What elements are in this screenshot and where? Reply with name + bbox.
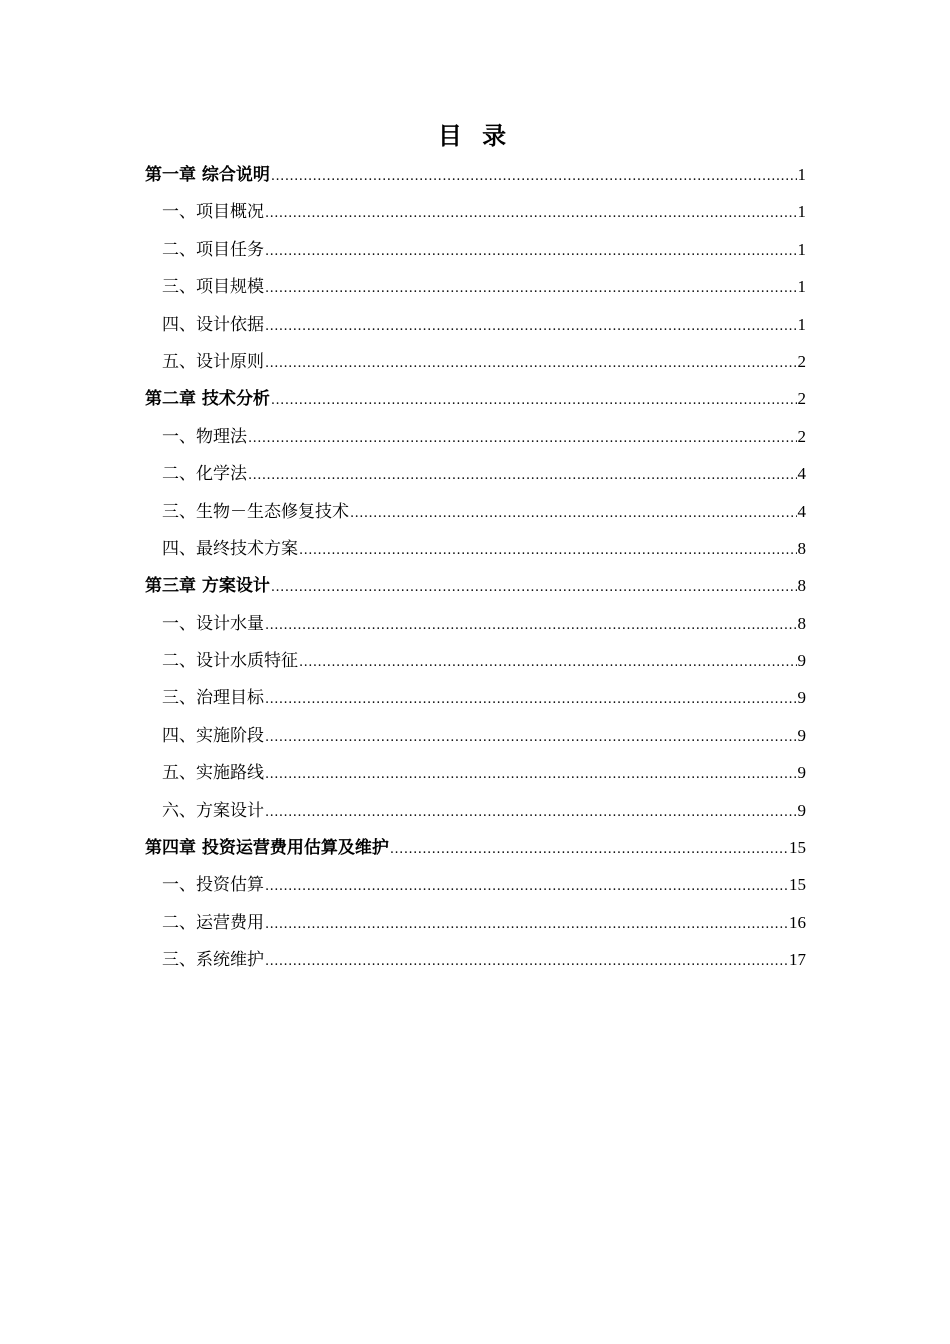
toc-page-number: 9	[797, 800, 806, 820]
toc-section-entry[interactable]	[145, 231, 806, 268]
toc-entry-label: 第一章 综合说明	[145, 165, 270, 185]
toc-page-number: 9	[797, 651, 806, 671]
toc-dot-leader	[271, 158, 797, 195]
toc-dot-leader	[265, 345, 797, 382]
toc-entry-label: 第二章 技术分析	[145, 389, 270, 410]
toc-entry-label: 五、设计原则	[162, 351, 264, 372]
toc-dot-leader	[248, 420, 797, 457]
toc-dot-leader	[265, 681, 797, 718]
toc-section-entry[interactable]	[145, 193, 806, 230]
toc-entry-label: 三、系统维护	[162, 950, 264, 971]
toc-entry-label: 三、治理目标	[162, 688, 264, 709]
toc-section-entry[interactable]	[145, 717, 806, 754]
toc-page-number: 1	[797, 239, 806, 259]
toc-dot-leader	[265, 308, 797, 345]
toc-dot-leader	[265, 868, 788, 905]
toc-page-number: 1	[797, 202, 806, 222]
toc-entry-label: 第四章 投资运营费用估算及维护	[145, 838, 389, 859]
toc-entry-label: 二、化学法	[162, 464, 247, 485]
toc-page-number: 1	[797, 314, 806, 334]
table-of-contents	[145, 156, 806, 979]
toc-entry-label: 第三章 方案设计	[145, 576, 270, 597]
toc-section-entry[interactable]	[145, 679, 806, 716]
toc-page-number: 17	[789, 950, 806, 970]
toc-entry-label: 一、投资估算	[162, 875, 264, 896]
toc-entry-label: 二、项目任务	[162, 239, 264, 260]
toc-section-entry[interactable]	[145, 418, 806, 455]
toc-dot-leader	[265, 233, 797, 270]
toc-dot-leader	[271, 569, 797, 606]
toc-dot-leader	[248, 457, 797, 494]
toc-page-number: 8	[797, 538, 806, 558]
toc-page-number: 2	[797, 389, 806, 409]
toc-dot-leader	[265, 607, 797, 644]
toc-page-number: 16	[789, 912, 806, 932]
toc-entry-label: 三、生物－生态修复技术	[162, 501, 349, 522]
toc-dot-leader	[265, 794, 797, 831]
toc-section-entry[interactable]	[145, 455, 806, 492]
toc-section-entry[interactable]	[145, 642, 806, 679]
toc-page-number: 9	[797, 725, 806, 745]
toc-entry-label: 一、物理法	[162, 426, 247, 447]
toc-entry-label: 二、运营费用	[162, 912, 264, 933]
toc-section-entry[interactable]	[145, 530, 806, 567]
toc-dot-leader	[265, 719, 797, 756]
toc-chapter-entry[interactable]	[145, 156, 806, 193]
toc-dot-leader	[265, 195, 797, 232]
toc-dot-leader	[299, 532, 797, 569]
toc-dot-leader	[299, 644, 797, 681]
toc-dot-leader	[350, 495, 797, 532]
toc-section-entry[interactable]	[145, 605, 806, 642]
toc-entry-label: 六、方案设计	[162, 800, 264, 821]
toc-entry-label: 四、最终技术方案	[162, 538, 298, 559]
toc-entry-label: 四、实施阶段	[162, 725, 264, 746]
toc-chapter-entry[interactable]	[145, 829, 806, 866]
toc-page-number: 2	[797, 426, 806, 446]
toc-section-entry[interactable]	[145, 343, 806, 380]
toc-page-number: 9	[797, 763, 806, 783]
toc-page-number: 15	[789, 838, 806, 858]
toc-page-number: 1	[797, 165, 806, 184]
toc-section-entry[interactable]	[145, 792, 806, 829]
toc-page-number: 1	[797, 277, 806, 297]
toc-page-number: 8	[797, 576, 806, 596]
toc-page-number: 15	[789, 875, 806, 895]
toc-entry-label: 二、设计水质特征	[162, 651, 298, 672]
toc-section-entry[interactable]	[145, 866, 806, 903]
toc-entry-label: 四、设计依据	[162, 314, 264, 335]
toc-chapter-entry[interactable]	[145, 380, 806, 417]
toc-chapter-entry[interactable]	[145, 567, 806, 604]
toc-section-entry[interactable]	[145, 904, 806, 941]
toc-entry-label: 三、项目规模	[162, 277, 264, 298]
toc-dot-leader	[265, 906, 788, 943]
toc-entry-label: 五、实施路线	[162, 763, 264, 784]
toc-entry-label: 一、设计水量	[162, 613, 264, 634]
toc-page-number: 4	[797, 464, 806, 484]
toc-dot-leader	[265, 756, 797, 793]
toc-title: 目 录	[437, 121, 513, 150]
toc-section-entry[interactable]	[145, 941, 806, 978]
toc-page-number: 8	[797, 613, 806, 633]
toc-section-entry[interactable]	[145, 754, 806, 791]
toc-section-entry[interactable]	[145, 493, 806, 530]
toc-section-entry[interactable]	[145, 306, 806, 343]
toc-dot-leader	[390, 831, 788, 868]
toc-page-number: 9	[797, 688, 806, 708]
toc-section-entry[interactable]	[145, 268, 806, 305]
toc-page-number: 4	[797, 501, 806, 521]
toc-entry-label: 一、项目概况	[162, 202, 264, 223]
toc-dot-leader	[265, 270, 797, 307]
toc-dot-leader	[271, 382, 797, 419]
toc-page-number: 2	[797, 351, 806, 371]
toc-dot-leader	[265, 943, 788, 980]
